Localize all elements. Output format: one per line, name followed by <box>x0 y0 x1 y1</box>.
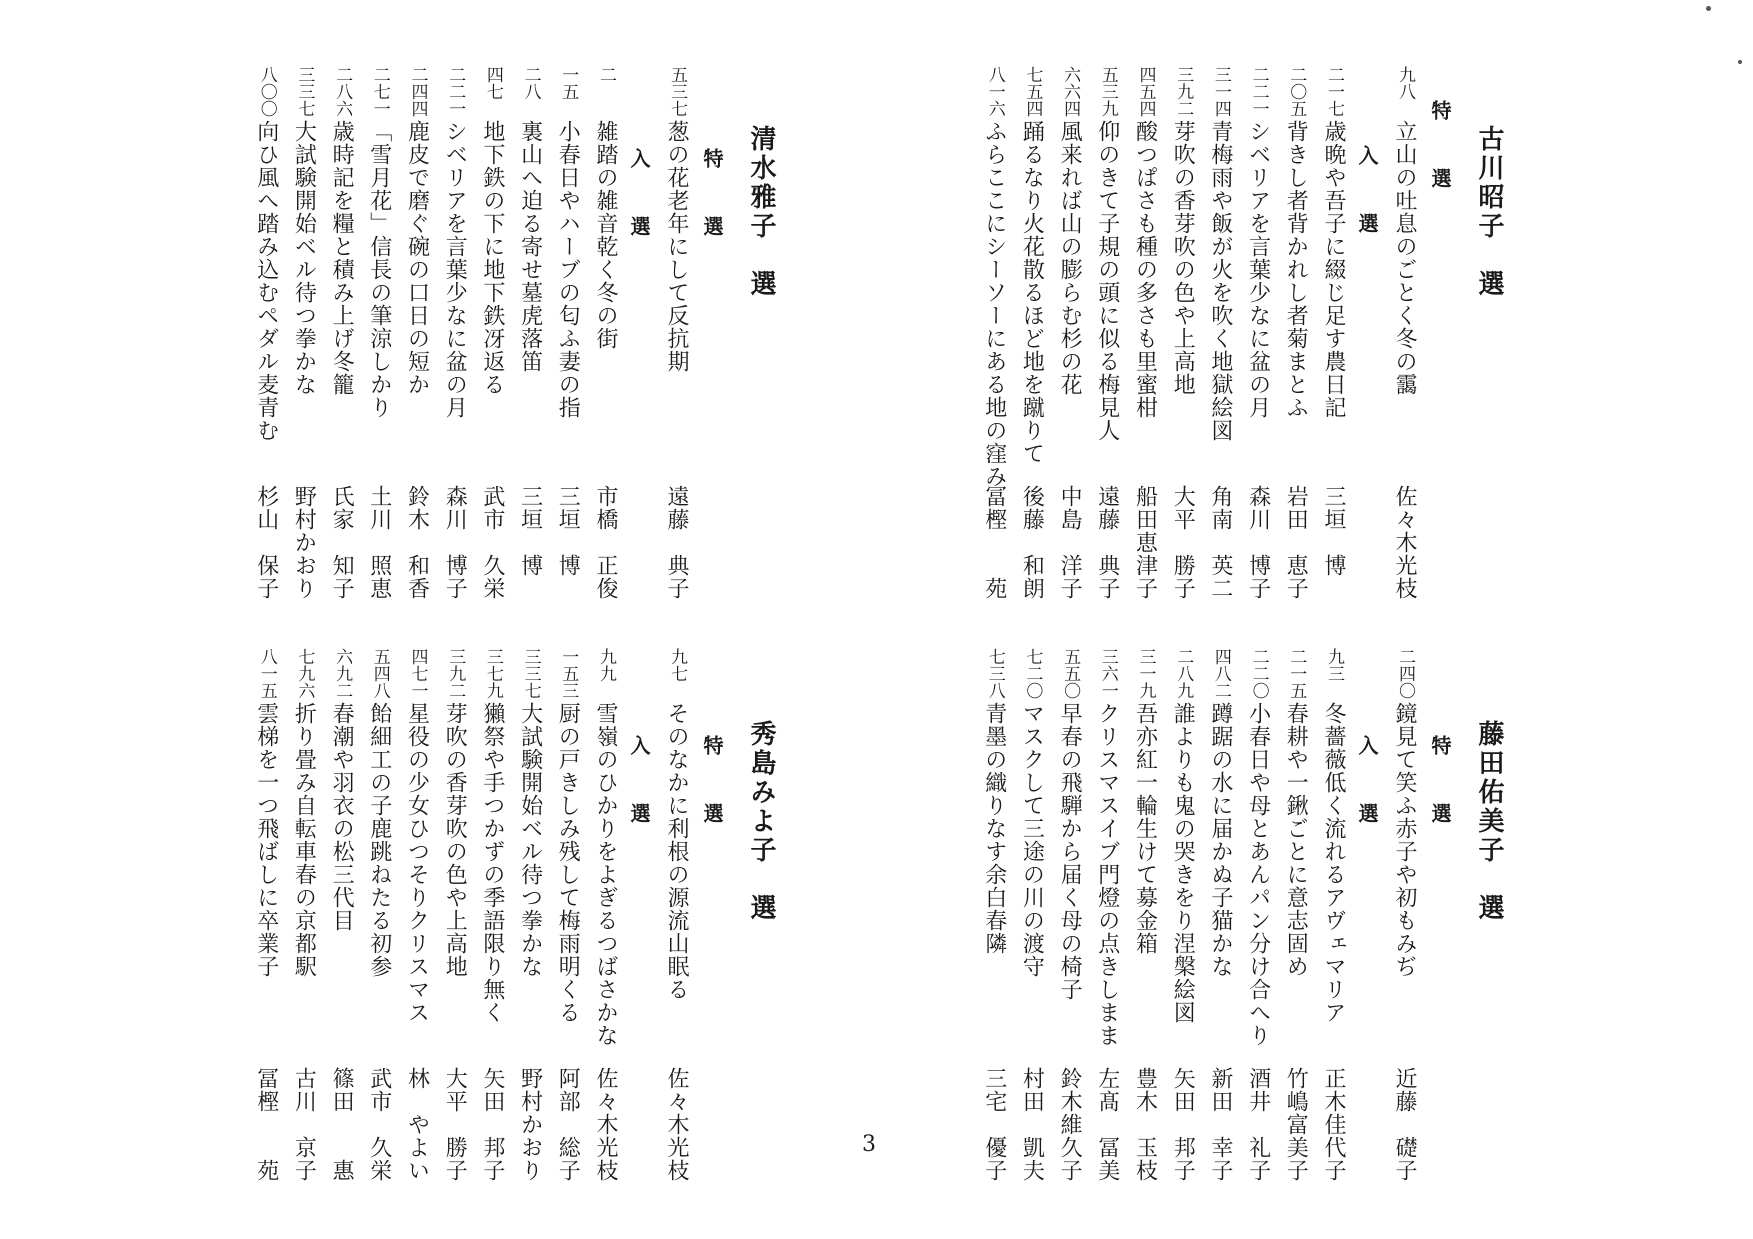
haiku-text: 春耕や一鍬ごとに意志固め <box>1283 702 1309 978</box>
author-name: 酒井 礼子 <box>1245 1067 1271 1182</box>
haiku-text: 踊るなり火花散るほど地を蹴りて <box>1019 120 1045 465</box>
author-name: 阿部 総子 <box>555 1067 581 1182</box>
haiku-text: 青墨の織りなす余白春隣 <box>981 702 1007 955</box>
entry-number: 四七一 <box>407 648 428 699</box>
entry-number: 二八六 <box>332 66 353 117</box>
entry-number: 四七 <box>482 66 503 100</box>
author-name: 氏家 知子 <box>329 485 355 600</box>
label-special: 特 選 <box>1428 735 1452 837</box>
haiku-text: 青梅雨や飯が火を吹く地獄絵図 <box>1207 120 1233 442</box>
haiku-text: 立山の吐息のごとく冬の靄 <box>1392 120 1417 396</box>
author-name: 新田 幸子 <box>1207 1067 1233 1182</box>
entry-number: 七五四 <box>1022 66 1043 117</box>
entry-number: 七三八 <box>984 648 1005 699</box>
haiku-text: 早春の飛騨から届く母の椅子 <box>1057 702 1083 1001</box>
entry-number: 二二一 <box>1248 66 1269 117</box>
entry-number: 三七九 <box>482 648 503 699</box>
entry-number: 三九二 <box>445 648 466 699</box>
haiku-text: 向ひ風へ踏み込むペダル麦青む <box>253 120 279 442</box>
entry-number: 二 <box>596 66 616 83</box>
entry-number: 四八二 <box>1210 648 1231 699</box>
haiku-text: 雪嶺のひかりをよぎるつばさかな <box>593 702 618 1047</box>
author-name: 大平 勝子 <box>1170 485 1196 600</box>
author-name: 近藤 礎子 <box>1392 1067 1417 1182</box>
author-name: 佐々木光枝 <box>593 1067 618 1182</box>
entry-number: 五四八 <box>369 648 390 699</box>
author-name: 後藤 和朗 <box>1019 485 1045 600</box>
entry-number: 六六四 <box>1060 66 1081 117</box>
haiku-text: 雑踏の雑音乾く冬の街 <box>593 120 618 350</box>
author-name: 三垣 博 <box>555 485 581 577</box>
haiku-text: 小春日や母とあんパン分け合へり <box>1245 702 1271 1047</box>
author-name: 角南 英二 <box>1207 485 1233 600</box>
haiku-text: 鏡見て笑ふ赤子や初もみぢ <box>1392 702 1417 978</box>
entry-number: 二七一 <box>369 66 390 117</box>
scan-mark <box>1706 6 1711 11</box>
author-name: 武市 久栄 <box>479 485 505 600</box>
author-name: 矢田 邦子 <box>1170 1067 1196 1182</box>
entry-number: 八〇〇 <box>256 66 277 117</box>
judge-name: 古川昭子 選 <box>1474 125 1504 299</box>
author-name: 豊木 玉枝 <box>1132 1067 1158 1182</box>
author-name: 冨樫 苑 <box>981 485 1007 600</box>
author-name: 武市 久栄 <box>366 1067 392 1182</box>
haiku-text: 「雪月花」信長の筆涼しかり <box>366 120 392 419</box>
haiku-text: 葱の花老年にして反抗期 <box>664 120 689 373</box>
haiku-text: 小春日やハーブの匂ふ妻の指 <box>555 120 581 419</box>
entry-number: 五三九 <box>1097 66 1118 117</box>
author-name: 中島 洋子 <box>1057 485 1083 600</box>
entry-number: 五五〇 <box>1060 648 1081 699</box>
entry-number: 二八九 <box>1173 648 1194 699</box>
entry-number: 三九二 <box>1173 66 1194 117</box>
author-name: 船田恵津子 <box>1132 485 1158 600</box>
author-name: 野村かおり <box>291 485 317 600</box>
entry-number: 九七 <box>667 648 687 682</box>
haiku-text: 大試験開始ベル待つ拳かな <box>291 120 317 396</box>
entry-number: 八一五 <box>256 648 277 699</box>
haiku-text: シベリアを言葉少なに盆の月 <box>442 120 468 419</box>
haiku-text: 鹿皮で磨ぐ碗の口日の短か <box>404 120 430 396</box>
author-name: 森川 博子 <box>1245 485 1271 600</box>
entry-number: 二一五 <box>1286 648 1307 699</box>
author-name: 林 やよい <box>404 1067 430 1182</box>
haiku-text: マスクして三途の川の渡守 <box>1019 702 1045 978</box>
haiku-text: 歳時記を糧と積み上げ冬籠 <box>329 120 355 396</box>
author-name: 三垣 博 <box>1321 485 1346 577</box>
judge-name: 藤田佑美子 選 <box>1474 720 1504 923</box>
label-entry: 入 選 <box>627 148 651 250</box>
haiku-text: クリスマスイブ門燈の点きしまま <box>1094 702 1120 1047</box>
haiku-text: 芽吹の香芽吹の色や上高地 <box>442 702 468 978</box>
author-name: 村田 凱夫 <box>1019 1067 1045 1182</box>
entry-number: 八一六 <box>984 66 1005 117</box>
haiku-text: 冬薔薇低く流れるアヴェマリア <box>1321 702 1346 1024</box>
scan-mark <box>1738 60 1742 64</box>
haiku-text: 蹲踞の水に届かぬ子猫かな <box>1207 702 1233 978</box>
label-special: 特 選 <box>1428 100 1452 202</box>
haiku-text: ふらここにシーソーにある地の窪み <box>981 120 1007 488</box>
haiku-text: 風来れば山の膨らむ杉の花 <box>1057 120 1083 396</box>
label-entry: 入 選 <box>627 735 651 837</box>
author-name: 遠藤 典子 <box>664 485 689 600</box>
author-name: 岩田 恵子 <box>1283 485 1309 600</box>
haiku-text: 春潮や羽衣の松三代目 <box>329 702 355 932</box>
entry-number: 二八 <box>520 66 541 100</box>
haiku-text: 獺祭や手つかずの季語限り無く <box>479 702 505 1024</box>
entry-number: 九八 <box>1395 66 1415 100</box>
author-name: 正木佳代子 <box>1321 1067 1346 1182</box>
author-name: 佐々木光枝 <box>664 1067 689 1182</box>
entry-number: 二一七 <box>1324 66 1344 117</box>
haiku-text: 背きし者背かれし者菊まとふ <box>1283 120 1309 419</box>
haiku-text: 歳晩や吾子に綴じ足す農日記 <box>1321 120 1346 419</box>
author-name: 土川 照恵 <box>366 485 392 600</box>
author-name: 篠田 惠 <box>329 1067 355 1182</box>
haiku-text: シベリアを言葉少なに盆の月 <box>1245 120 1271 419</box>
haiku-text: 仰のきて子規の頭に似る梅見人 <box>1094 120 1120 442</box>
author-name: 古川 京子 <box>291 1067 317 1182</box>
label-special: 特 選 <box>700 735 724 837</box>
author-name: 左髙 冨美 <box>1094 1067 1120 1182</box>
haiku-text: 裏山へ迫る寄せ墓虎落笛 <box>517 120 543 373</box>
entry-number: 五三七 <box>667 66 687 117</box>
author-name: 遠藤 典子 <box>1094 485 1120 600</box>
entry-number: 四五四 <box>1135 66 1156 117</box>
entry-number: 三一九 <box>1135 648 1156 699</box>
entry-number: 三一四 <box>1210 66 1231 117</box>
page-number: 3 <box>862 1132 876 1157</box>
entry-number: 三三七 <box>520 648 541 699</box>
haiku-text: 芽吹の香芽吹の色や上高地 <box>1170 120 1196 396</box>
judge-name: 清水雅子 選 <box>746 125 776 299</box>
haiku-text: 星役の少女ひつそりクリスマス <box>404 702 430 1024</box>
entry-number: 九九 <box>596 648 616 682</box>
haiku-text: 酸つぱさも種の多さも里蜜柑 <box>1132 120 1158 419</box>
haiku-text: 大試験開始ベル待つ拳かな <box>517 702 543 978</box>
entry-number: 二二一 <box>445 66 466 117</box>
author-name: 三宅 優子 <box>981 1067 1007 1182</box>
entry-number: 一五三 <box>558 648 579 699</box>
haiku-text: 折り畳み自転車春の京都駅 <box>291 702 317 978</box>
author-name: 森川 博子 <box>442 485 468 600</box>
author-name: 矢田 邦子 <box>479 1067 505 1182</box>
author-name: 市橋 正俊 <box>593 485 618 600</box>
author-name: 鈴木維久子 <box>1057 1067 1083 1182</box>
author-name: 鈴木 和香 <box>404 485 430 600</box>
haiku-text: 厨の戸きしみ残して梅雨明くる <box>555 702 581 1024</box>
haiku-text: そのなかに利根の源流山眠る <box>664 702 689 1001</box>
entry-number: 二四〇 <box>1395 648 1415 699</box>
author-name: 佐々木光枝 <box>1392 485 1417 600</box>
entry-number: 一五 <box>558 66 579 100</box>
haiku-text: 地下鉄の下に地下鉄冴返る <box>479 120 505 396</box>
entry-number: 三六一 <box>1097 648 1118 699</box>
haiku-text: 飴細工の子鹿跳ねたる初参 <box>366 702 392 978</box>
label-special: 特 選 <box>700 148 724 250</box>
entry-number: 二二〇 <box>1248 648 1269 699</box>
entry-number: 二四四 <box>407 66 428 117</box>
author-name: 大平 勝子 <box>442 1067 468 1182</box>
entry-number: 二〇五 <box>1286 66 1307 117</box>
author-name: 杉山 保子 <box>253 485 279 600</box>
author-name: 竹嶋富美子 <box>1283 1067 1309 1182</box>
author-name: 野村かおり <box>517 1067 543 1182</box>
author-name: 三垣 博 <box>517 485 543 577</box>
label-entry: 入 選 <box>1355 145 1379 247</box>
entry-number: 三三七 <box>294 66 315 117</box>
entry-number: 六九二 <box>332 648 353 699</box>
haiku-text: 雲梯を一つ飛ばしに卒業子 <box>253 702 279 978</box>
label-entry: 入 選 <box>1355 735 1379 837</box>
author-name: 冨樫 苑 <box>253 1067 279 1182</box>
entry-number: 九三 <box>1324 648 1344 682</box>
judge-name: 秀島みよ子 選 <box>746 720 776 923</box>
haiku-text: 誰よりも鬼の哭きをり涅槃絵図 <box>1170 702 1196 1024</box>
entry-number: 七九六 <box>294 648 315 699</box>
haiku-text: 吾亦紅一輪生けて募金箱 <box>1132 702 1158 955</box>
entry-number: 七二〇 <box>1022 648 1043 699</box>
